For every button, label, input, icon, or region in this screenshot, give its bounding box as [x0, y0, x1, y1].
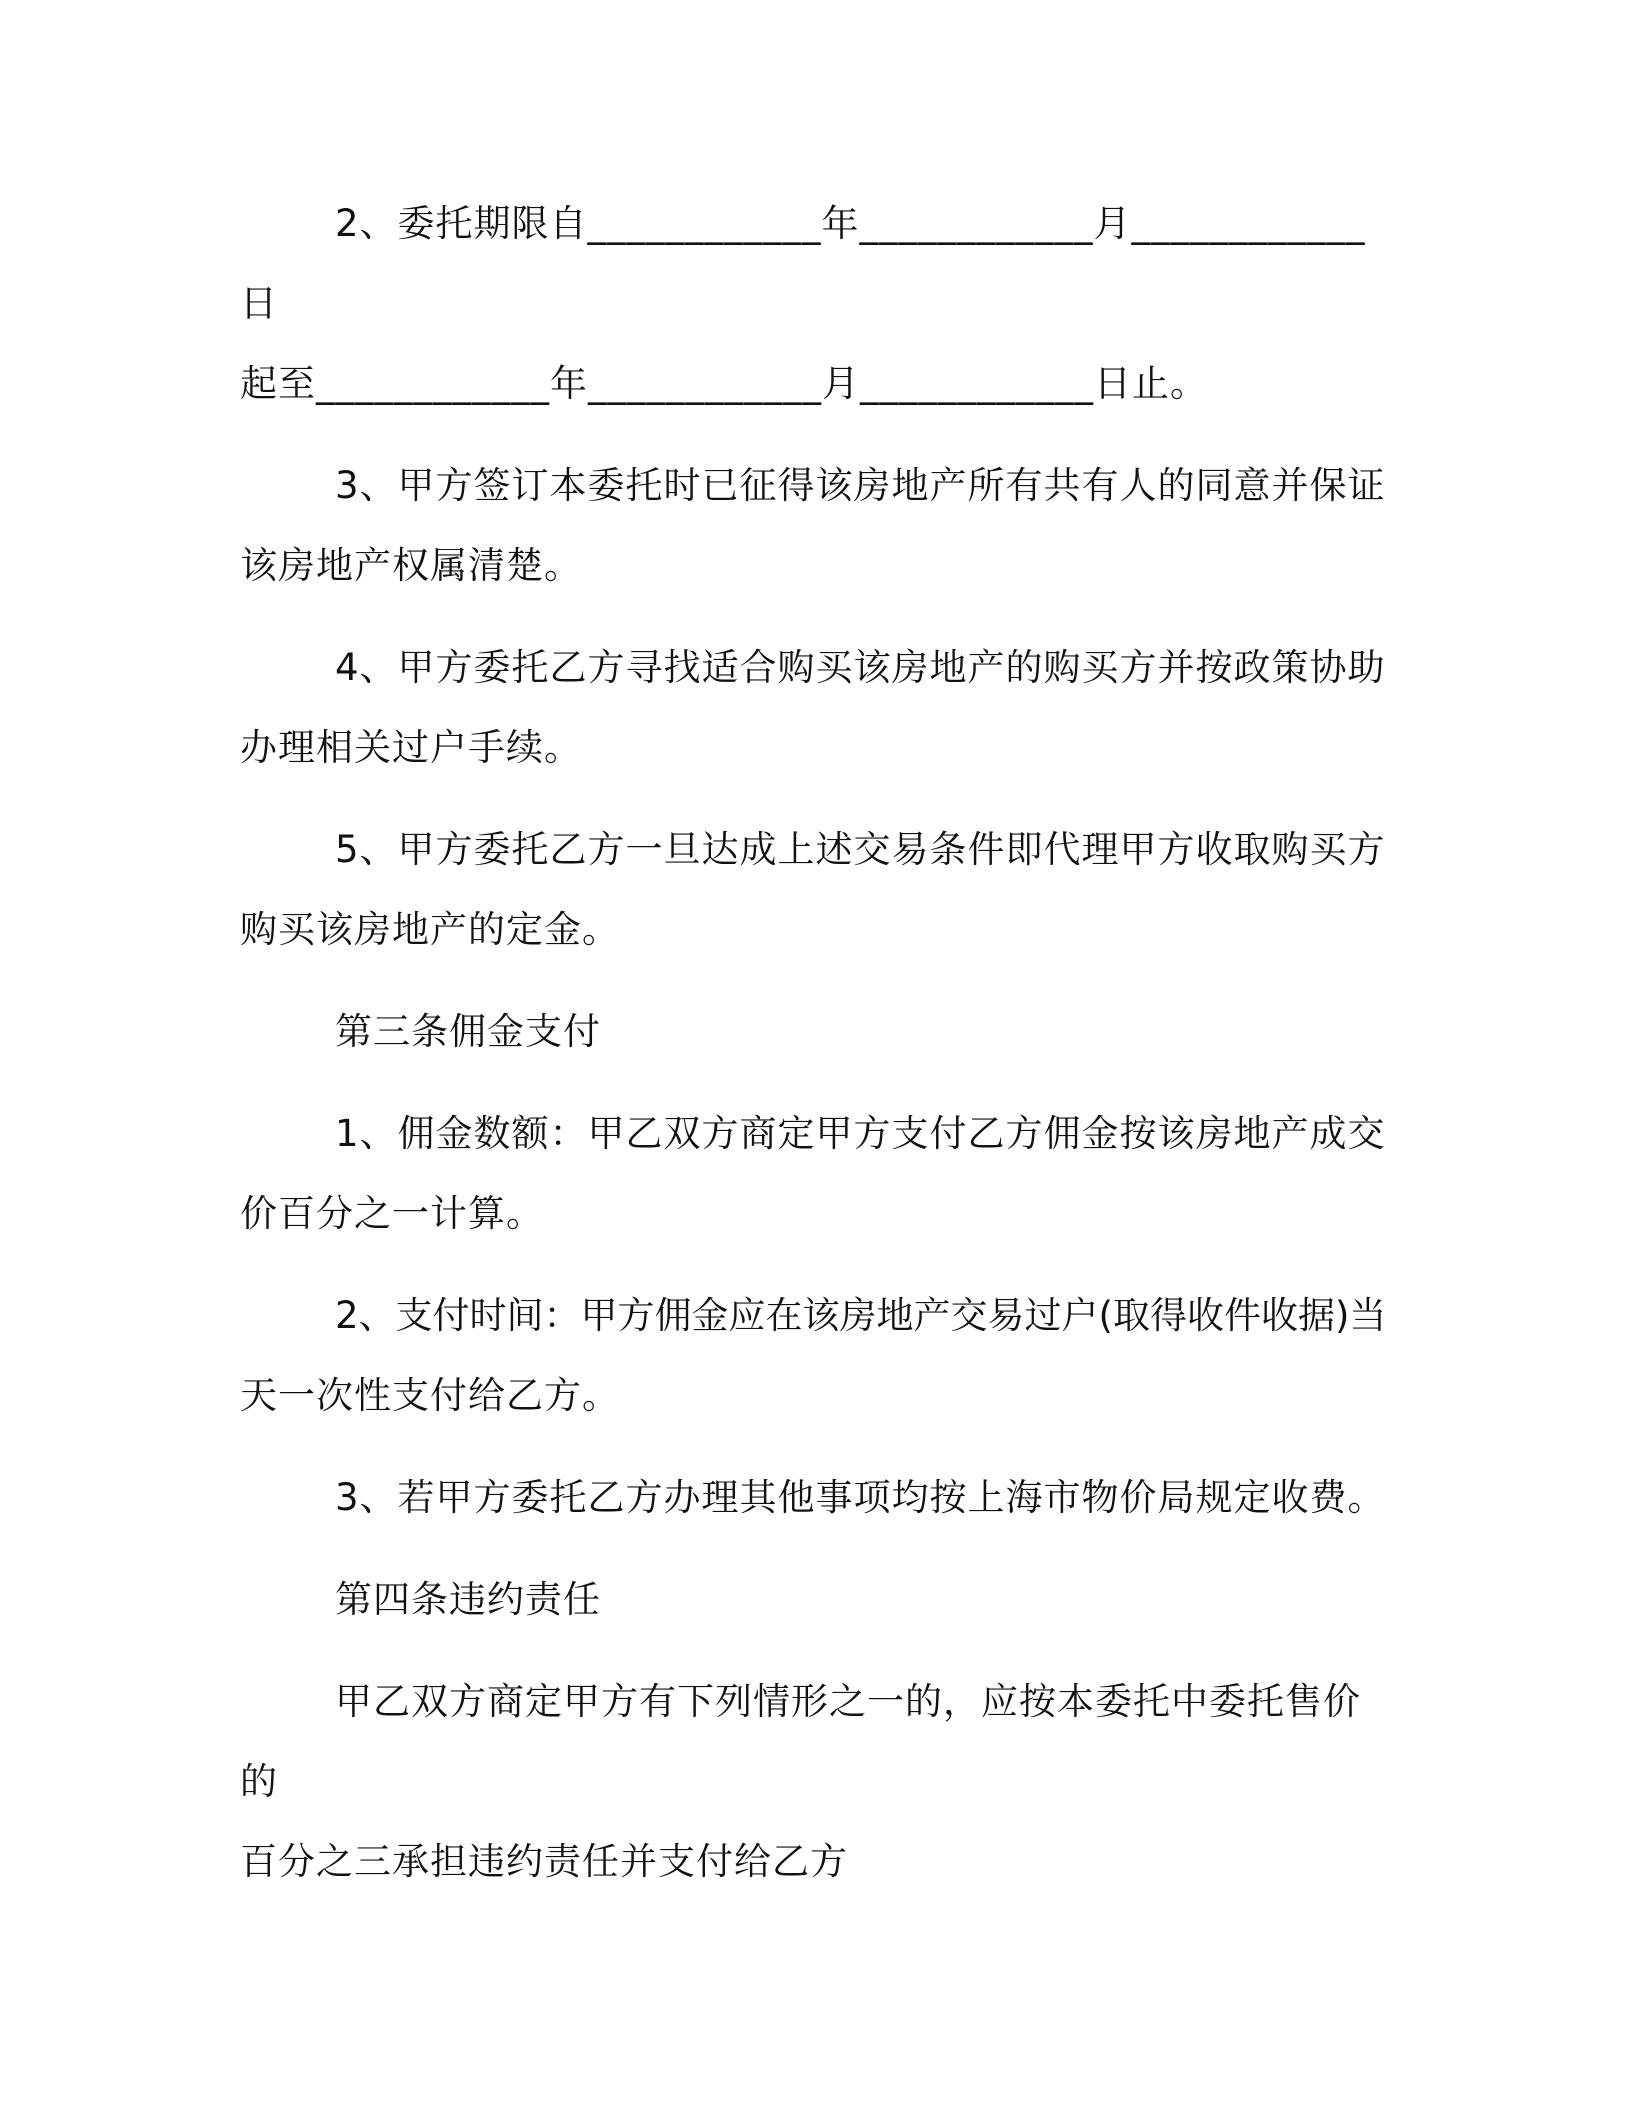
- text-line: 起至____________年____________月____________日止。: [240, 362, 1208, 405]
- text-line: 价百分之一计算。: [240, 1192, 544, 1235]
- payment-time: [240, 1276, 1392, 1436]
- other-fees: [240, 1458, 1392, 1538]
- text-line: 天一次性支付给乙方。: [240, 1374, 620, 1417]
- clause-2-term: [240, 184, 1392, 424]
- section-4-heading: 第四条违约责任: [335, 1578, 601, 1621]
- text-line: 百分之三承担违约责任并支付给乙方: [240, 1840, 848, 1883]
- text-line: 购买该房地产的定金。: [240, 908, 620, 951]
- text-line: 4、甲方委托乙方寻找适合购买该房地产的购买方并按政策协助: [335, 646, 1386, 689]
- text-line: 该房地产权属清楚。: [240, 544, 582, 587]
- text-line: 1、佣金数额：甲乙双方商定甲方支付乙方佣金按该房地产成交: [335, 1112, 1386, 1155]
- text-line: 5、甲方委托乙方一旦达成上述交易条件即代理甲方收取购买方: [335, 828, 1386, 871]
- section-3-heading: 第三条佣金支付: [335, 1010, 601, 1053]
- text-line: 2、委托期限自____________年____________月____________日: [240, 202, 1366, 325]
- clause-4-find-buyer: [240, 628, 1392, 788]
- clause-3-consent: [240, 446, 1392, 606]
- document-body: [240, 184, 1392, 1902]
- text-line: 甲乙双方商定甲方有下列情形之一的，应按本委托中委托售价的: [240, 1680, 1361, 1803]
- clause-5-deposit: [240, 810, 1392, 970]
- text-line: 2、支付时间：甲方佣金应在该房地产交易过户(取得收件收据)当: [335, 1294, 1387, 1337]
- commission-amount: [240, 1094, 1392, 1254]
- text-line: 办理相关过户手续。: [240, 726, 582, 769]
- text-line: 3、甲方签订本委托时已征得该房地产所有共有人的同意并保证: [335, 464, 1386, 507]
- breach-liability: [240, 1662, 1392, 1902]
- text-line: 3、若甲方委托乙方办理其他事项均按上海市物价局规定收费。: [335, 1476, 1386, 1519]
